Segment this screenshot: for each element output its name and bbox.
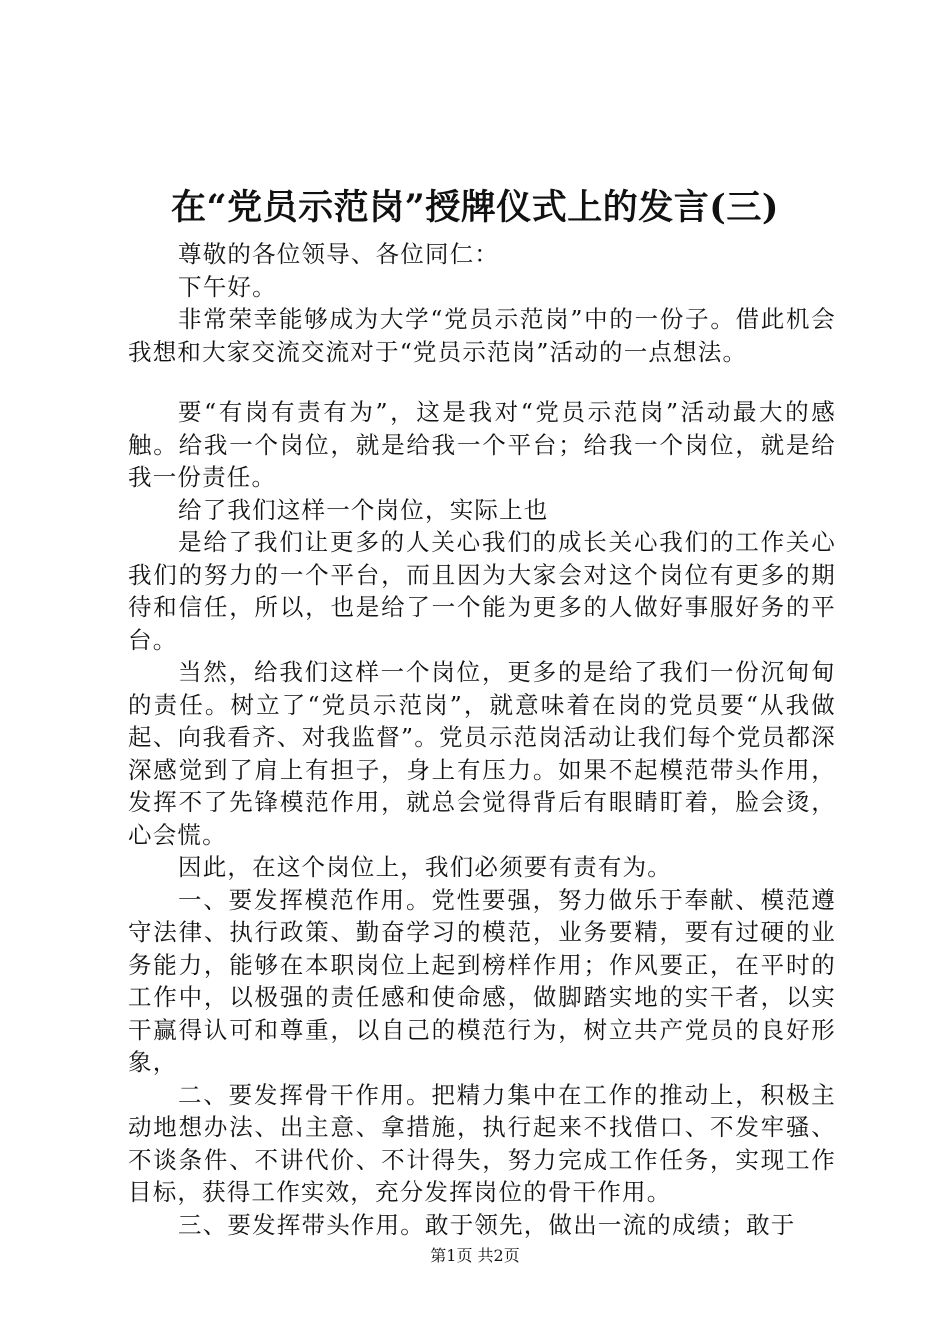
paragraph-intro: 非常荣幸能够成为大学“党员示范岗”中的一份子。借此机会我想和大家交流交流对于“党员示范岗”活动的一点想法。	[128, 305, 836, 366]
document-body	[128, 238, 836, 1241]
paragraph-therefore: 因此，在这个岗位上，我们必须要有责有为。	[178, 853, 672, 881]
greeting: 下午好。	[178, 272, 277, 301]
paragraph-platform: 是给了我们让更多的人关心我们的成长关心我们的工作关心我们的努力的一个平台，而且因为大家会对这个岗位有更多的期待和信任，所以，也是给了一个能为更多的人做好事服好务的平台。	[128, 528, 836, 654]
paragraph-position: 给了我们这样一个岗位，实际上也	[178, 495, 549, 524]
paragraph-point-two: 二、要发挥骨干作用。把精力集中在工作的推动上，积极主动地想办法、出主意、拿措施，执行起来不找借口、不发牢骚、不谈条件、不讲代价、不计得失，努力完成工作任务，实现工作目标，获得工作实效，充分发挥岗位的骨干作用。	[128, 1080, 836, 1206]
paragraph-duty: 当然，给我们这样一个岗位，更多的是给了我们一份沉甸甸的责任。树立了“党员示范岗”，就意味着在岗的党员要“从我做起、向我看齐、对我监督”。党员示范岗活动让我们每个党员都深深感觉到了肩上有担子，身上有压力。如果不起模范带头作用，发挥不了先锋模范作用，就总会觉得背后有眼睛盯着，脸会烫，心会慌。	[128, 658, 836, 849]
document-title: 在“党员示范岗”授牌仪式上的发言(三)	[171, 187, 779, 228]
paragraph-responsibility: 要“有岗有责有为”，这是我对“党员示范岗”活动最大的感触。给我一个岗位，就是给我一个平台；给我一个岗位，就是给我一份责任。	[128, 398, 836, 491]
page-number: 第1页 共2页	[430, 1246, 520, 1265]
paragraph-point-three: 三、要发挥带头作用。敢于领先，做出一流的成绩；敢于	[178, 1210, 796, 1239]
paragraph-point-one: 一、要发挥模范作用。党性要强，努力做乐于奉献、模范遵守法律、执行政策、勤奋学习的模范，业务要精，要有过硬的业务能力，能够在本职岗位上起到榜样作用；作风要正，在平时的工作中，以极强的责任感和使命感，做脚踏实地的实干者，以实干赢得认可和尊重，以自己的模范行为，树立共产党员的良好形象，	[128, 885, 836, 1076]
salutation: 尊敬的各位领导、各位同仁：	[178, 240, 500, 268]
